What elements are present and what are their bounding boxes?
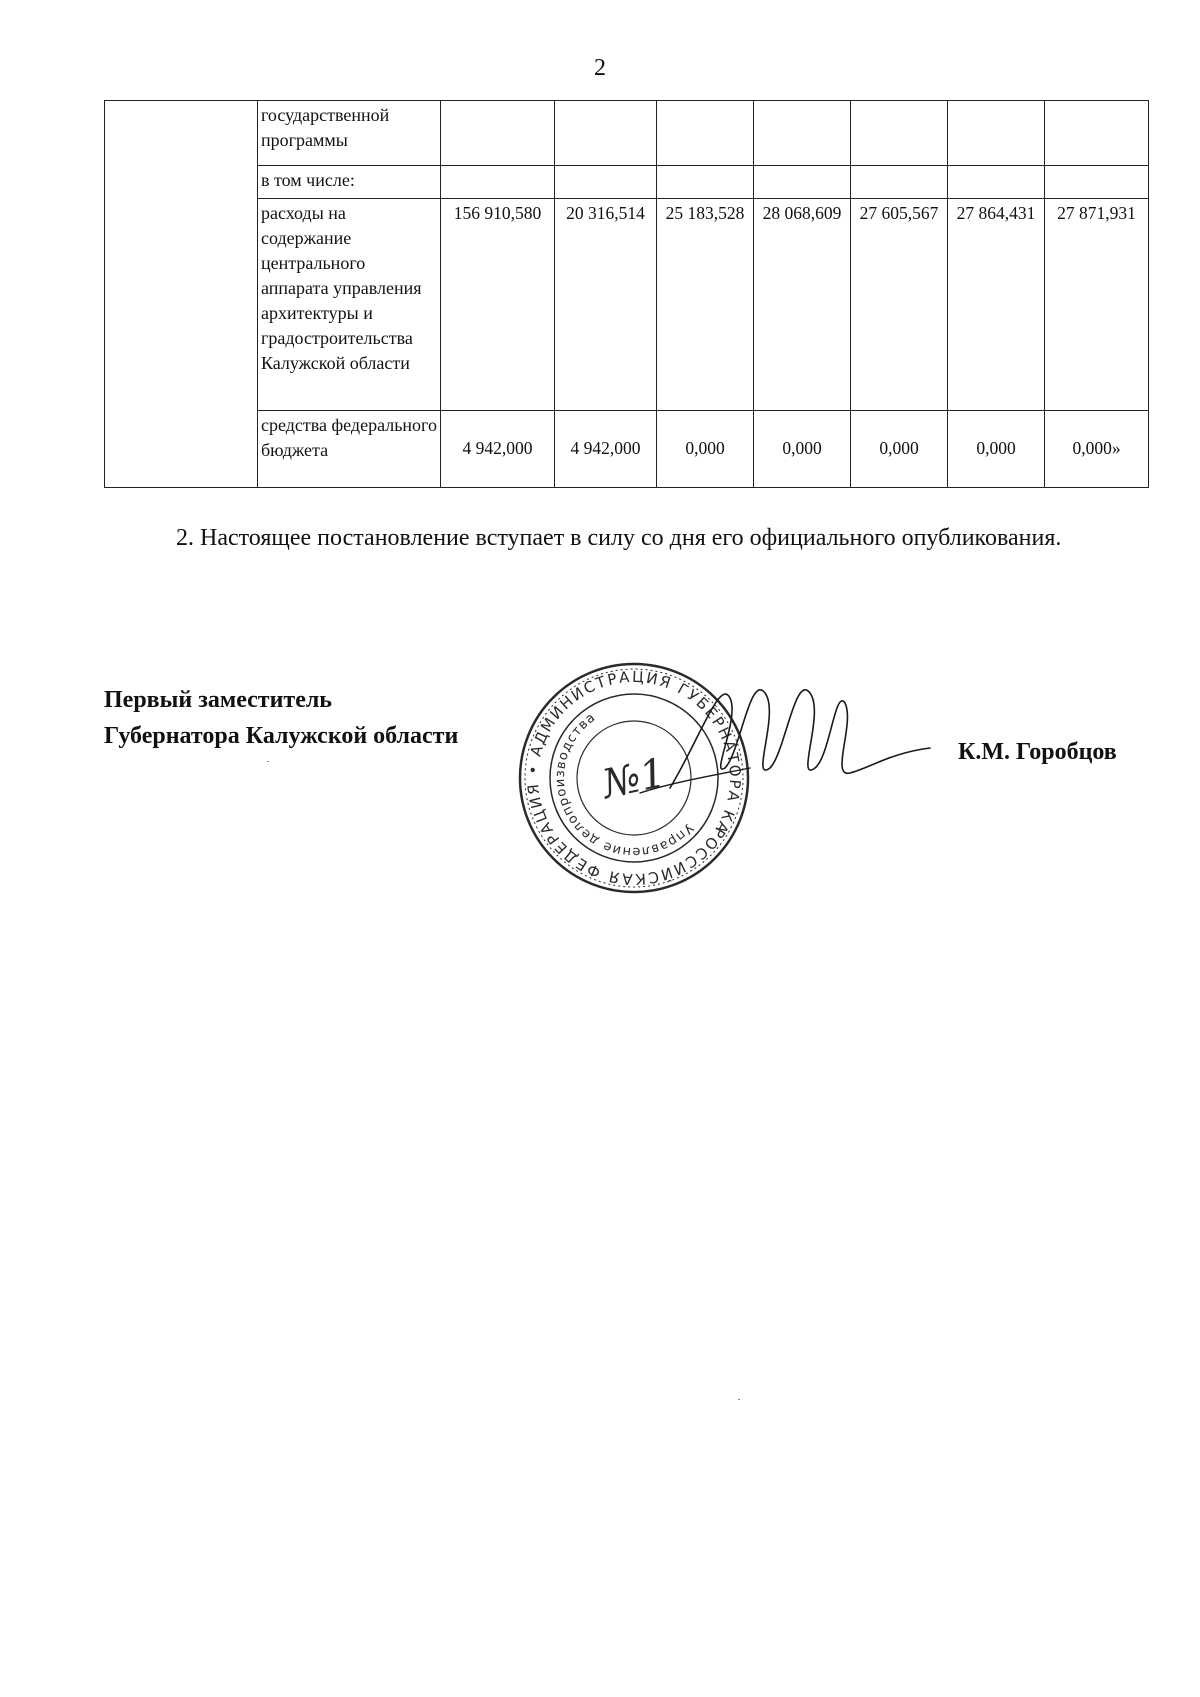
table-value-cell [851,101,948,166]
table-value-cell [555,101,657,166]
signatory-position [104,682,458,754]
table-label-cell: расходы на содержание центрального аппарата управления архитектуры и градостроительства Калужской области [258,199,441,411]
table-value-cell [1045,101,1149,166]
table-value-cell: 0,000 [754,410,851,487]
table-value-cell [948,101,1045,166]
table-value-cell: 25 183,528 [657,199,754,411]
table-row [105,199,1149,411]
table-value-cell: 0,000 [851,410,948,487]
signatory-position-line: Губернатора Калужской области [104,723,459,749]
table-value-cell [851,166,948,199]
table-value-cell [657,166,754,199]
table-value-cell: 4 942,000 [555,410,657,487]
table-value-cell: 156 910,580 [441,199,555,411]
table-value-cell [754,166,851,199]
effective-date-paragraph: 2. Настоящее постановление вступает в силу со дня его официального опубликования. [176,525,1062,551]
table-value-cell: 0,000 [948,410,1045,487]
table-value-cell [1045,166,1149,199]
table-value-cell: 0,000 [657,410,754,487]
scan-speck [267,761,269,762]
table-label-cell: государственной программы [258,101,441,166]
table-value-cell: 28 068,609 [754,199,851,411]
table-value-cell: 27 605,567 [851,199,948,411]
table-row [105,410,1149,487]
seal-outer-text: РОССИЙСКАЯ ФЕДЕРАЦИЯ • АДМИНИСТРАЦИЯ ГУБЕРНАТОРА КАЛУЖСКОЙ [523,667,745,889]
table-value-cell: 27 864,431 [948,199,1045,411]
table-label-cell: средства федерального бюджета [258,410,441,487]
table-value-cell [441,166,555,199]
seal-number: №1 [598,749,670,809]
table-value-cell [948,166,1045,199]
table-value-cell: 0,000» [1045,410,1149,487]
scan-speck [738,1399,740,1400]
table-row [105,101,1149,166]
signatory-name: К.М. Горобцов [958,739,1117,765]
table-value-cell: 27 871,931 [1045,199,1149,411]
table-row [105,166,1149,199]
signature-stroke [670,690,930,788]
table-value-cell [555,166,657,199]
page-number: 2 [594,55,606,81]
table-value-cell: 4 942,000 [441,410,555,487]
budget-table [104,100,1148,488]
table-value-cell [657,101,754,166]
table-value-cell: 20 316,514 [555,199,657,411]
seal-inner-text: Управление делопроизводства [552,709,696,860]
table-blank-cell [105,101,258,488]
signatory-position-line: Первый заместитель [104,687,332,713]
signature-underline [640,768,750,793]
table-value-cell [441,101,555,166]
handwritten-signature [630,668,940,828]
table-value-cell [754,101,851,166]
table-label-cell: в том числе: [258,166,441,199]
